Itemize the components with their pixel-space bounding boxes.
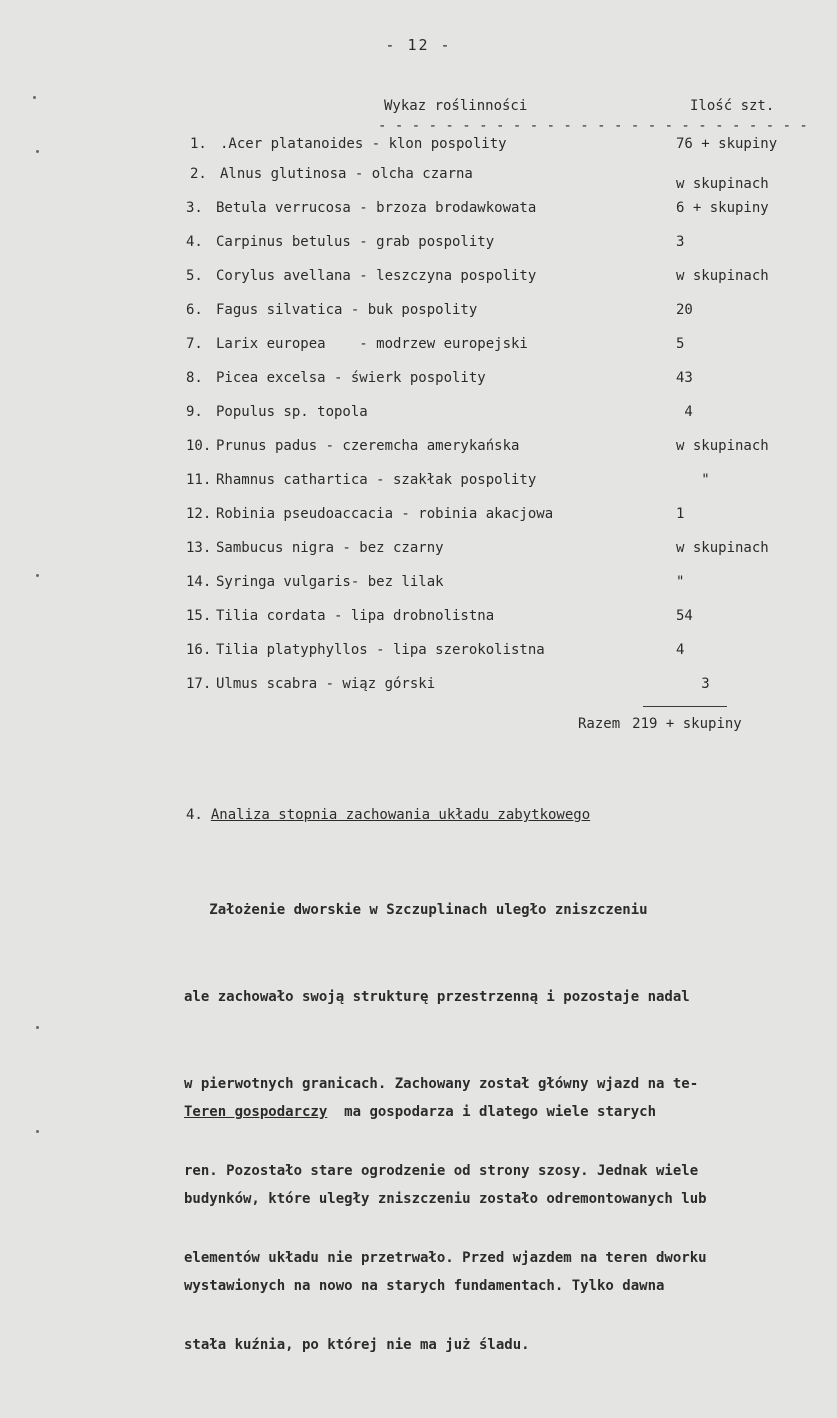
species-row xyxy=(0,232,837,266)
species-quantity: 3 xyxy=(676,676,710,692)
paragraph-line: stała kuźnia, po której nie ma już śladu. xyxy=(184,1337,530,1353)
species-name: Tilia cordata - lipa drobnolistna xyxy=(216,608,495,624)
species-row xyxy=(0,640,837,674)
species-name: Corylus avellana - leszczyna pospolity xyxy=(216,268,537,284)
species-quantity: " xyxy=(676,574,685,590)
row-number: 1. xyxy=(190,136,207,152)
paragraph-2 xyxy=(184,1040,707,1359)
paragraph-line: ren. Pozostało stare ogrodzenie od strony szosy. Jednak wiele xyxy=(184,1163,699,1179)
species-quantity: w skupinach xyxy=(676,540,769,556)
row-number: 15. xyxy=(186,608,212,624)
species-name: .Acer platanoides - klon pospolity xyxy=(220,136,507,152)
species-name: Syringa vulgaris- bez lilak xyxy=(216,574,444,590)
section-title: Analiza stopnia zachowania układu zabytkowego xyxy=(210,807,591,823)
species-quantity: 43 xyxy=(676,370,693,386)
paragraph-line: elementów układu nie przetrwało. Przed wjazdem na teren dworku xyxy=(184,1250,707,1266)
species-name: Populus sp. topola xyxy=(216,404,368,420)
row-number: 10. xyxy=(186,438,212,454)
species-row xyxy=(0,470,837,504)
species-list xyxy=(0,134,837,708)
total-underline xyxy=(643,706,727,707)
species-quantity: w skupinach xyxy=(676,176,769,192)
species-row xyxy=(0,504,837,538)
species-row xyxy=(0,572,837,606)
species-name: Prunus padus - czeremcha amerykańska xyxy=(216,438,520,454)
species-name: Betula verrucosa - brzoza brodawkowata xyxy=(216,200,537,216)
row-number: 12. xyxy=(186,506,212,522)
species-quantity: 4 xyxy=(676,404,693,420)
scan-speck xyxy=(33,96,36,99)
species-quantity: 20 xyxy=(676,302,693,318)
species-row xyxy=(0,266,837,300)
species-name: Rhamnus cathartica - szakłak pospolity xyxy=(216,472,537,488)
paragraph-line xyxy=(184,1098,707,1127)
species-name: Picea excelsa - świerk pospolity xyxy=(216,370,486,386)
page-number: - 12 - xyxy=(385,36,452,54)
species-row xyxy=(0,198,837,232)
row-number: 6. xyxy=(186,302,203,318)
species-quantity: 6 + skupiny xyxy=(676,200,769,216)
header-divider: - - - - - - - - - - - - - - - - - - - - - - - - - - xyxy=(378,118,808,134)
row-number: 4. xyxy=(186,234,203,250)
row-number: 13. xyxy=(186,540,212,556)
species-name: Alnus glutinosa - olcha czarna xyxy=(220,166,473,182)
paragraph-line: w pierwotnych granicach. Zachowany został główny wjazd na te- xyxy=(184,1076,699,1092)
column-header-species: Wykaz roślinności xyxy=(384,98,528,114)
species-row xyxy=(0,538,837,572)
scan-speck xyxy=(36,1130,39,1133)
row-number: 14. xyxy=(186,574,212,590)
lead-continuation: ma gospodarza i dlatego wiele starych xyxy=(327,1104,657,1120)
species-quantity: 54 xyxy=(676,608,693,624)
species-row xyxy=(0,134,837,168)
species-quantity: 3 xyxy=(676,234,685,250)
species-name: Ulmus scabra - wiąz górski xyxy=(216,676,436,692)
species-row xyxy=(0,674,837,708)
row-number: 5. xyxy=(186,268,203,284)
species-quantity: 1 xyxy=(676,506,685,522)
total-row xyxy=(578,716,742,732)
row-number: 17. xyxy=(186,676,212,692)
species-row xyxy=(0,168,837,198)
row-number: 8. xyxy=(186,370,203,386)
species-quantity: 4 xyxy=(676,642,685,658)
row-number: 11. xyxy=(186,472,212,488)
species-row xyxy=(0,402,837,436)
species-quantity: " xyxy=(676,472,710,488)
row-number: 16. xyxy=(186,642,212,658)
total-value: 219 + skupiny xyxy=(632,716,742,732)
row-number: 9. xyxy=(186,404,203,420)
total-label: Razem xyxy=(578,716,621,732)
paragraph-line: budynków, które uległy zniszczeniu zostało odremontowanych lub xyxy=(184,1191,707,1207)
scan-speck xyxy=(36,1026,39,1029)
row-number: 7. xyxy=(186,336,203,352)
species-row xyxy=(0,300,837,334)
species-row xyxy=(0,436,837,470)
paragraph-line: ale zachowało swoją strukturę przestrzenną i pozostaje nadal xyxy=(184,989,690,1005)
paragraph-line: wystawionych na nowo na starych fundamentach. Tylko dawna xyxy=(184,1278,665,1294)
species-name: Carpinus betulus - grab pospolity xyxy=(216,234,495,250)
paragraph-line: Założenie dworskie w Szczuplinach uległo zniszczeniu xyxy=(184,902,648,918)
section-heading xyxy=(186,807,590,823)
species-row xyxy=(0,334,837,368)
species-name: Sambucus nigra - bez czarny xyxy=(216,540,444,556)
species-name: Fagus silvatica - buk pospolity xyxy=(216,302,478,318)
species-quantity: w skupinach xyxy=(676,438,769,454)
species-quantity: w skupinach xyxy=(676,268,769,284)
row-number: 2. xyxy=(190,166,207,182)
species-name: Robinia pseudoaccacia - robinia akacjowa xyxy=(216,506,554,522)
species-name: Tilia platyphyllos - lipa szerokolistna xyxy=(216,642,545,658)
species-row xyxy=(0,606,837,640)
section-number: 4. xyxy=(186,807,203,823)
column-header-quantity: Ilość szt. xyxy=(690,98,775,114)
row-number: 3. xyxy=(186,200,203,216)
species-name: Larix europea - modrzew europejski xyxy=(216,336,528,352)
species-quantity: 76 + skupiny xyxy=(676,136,778,152)
underlined-lead: Teren gospodarczy xyxy=(184,1104,328,1120)
species-quantity: 5 xyxy=(676,336,685,352)
species-row xyxy=(0,368,837,402)
